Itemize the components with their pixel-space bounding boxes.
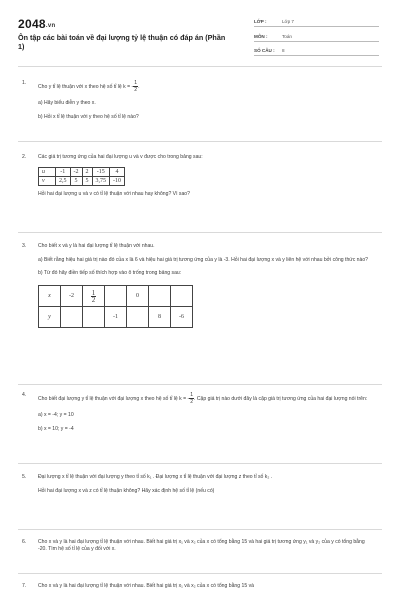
data-table-xy [38, 285, 193, 328]
question-prompt: Hỏi hai đại lượng u và v có tỉ lệ thuận với nhau hay không? Vì sao? [38, 191, 190, 198]
question-text: Cho y tỉ lệ thuận với x theo hệ số tỉ lệ k = - $\frac{1}{2}$ . [38, 80, 140, 93]
question-part-a: a) Hãy biểu diễn y theo x. [38, 100, 96, 106]
divider [18, 232, 382, 233]
question-text: Cho x và y là hai đại lượng tỉ lệ thuận với nhau. Biết hai giá trị x₁ và x₂ của x có tổng bằng 15 và [38, 583, 254, 589]
question-7 [22, 583, 374, 590]
question-3 [22, 243, 374, 328]
question-part-b: b) x = 10; y = -4 [38, 426, 74, 433]
question-number: 3. [22, 243, 27, 249]
question-part-a: a) Biết rằng hiệu hai giá trị nào đó của x là 6 và hiệu hai giá trị tương ứng của y là -3. Hỏi hai đại lượng x và y liên hệ với nhau bởi công thức nào? [38, 257, 368, 264]
question-4 [22, 392, 374, 434]
question-text: Cho biết x và y là hai đại lượng tỉ lệ thuận với nhau. [38, 243, 155, 249]
question-number: 1. [22, 80, 27, 86]
table-cell: x [39, 286, 61, 307]
table-cell: -1 [56, 168, 71, 177]
divider [18, 384, 382, 385]
question-text: Các giá trị tương ứng của hai đại lượng u và v được cho trong bảng sau: [38, 154, 203, 160]
divider [18, 66, 382, 67]
table-cell: 3,75 [92, 177, 110, 186]
divider [18, 141, 382, 142]
table-cell: v [39, 177, 56, 186]
info-label: MÔN : [254, 34, 268, 39]
question-part-a: a) x = -4; y = 10 [38, 412, 74, 418]
table-cell: 2 [82, 168, 92, 177]
question-text: Đại lượng x tỉ lệ thuận với đại lượng y theo tỉ số k₁ . Đại lượng x tỉ lệ thuận với đại lượng z theo tỉ số k₂ . [38, 474, 273, 480]
logo-suffix: .vn [45, 23, 56, 29]
question-number: 4. [22, 392, 27, 398]
question-number: 7. [22, 583, 27, 589]
table-cell: 5 [82, 177, 92, 186]
table-cell: -10 [110, 177, 125, 186]
question-part-b: b) Hỏi x tỉ lệ thuận với y theo hệ số tỉ lệ nào? [38, 114, 139, 121]
question-1 [22, 80, 374, 122]
table-cell-fraction: $\frac{1}{2}$ [83, 286, 105, 307]
divider [18, 573, 382, 574]
table-cell [83, 307, 105, 328]
question-text: Cho x và y là hai đại lượng tỉ lệ thuận với nhau. Biết hai giá trị x₁ và x₂ của x có tổng bằng 15 và hai giá trị tương ứng y₁ và y₂ của y có tổng bằng -20. Tìm hệ số tỉ lệ của y đối với x. [38, 539, 365, 553]
logo-text: 2048 [18, 17, 46, 31]
question-6 [22, 539, 374, 554]
info-row-subject [254, 32, 379, 42]
table-cell: -2 [61, 286, 83, 307]
table-cell: -1 [105, 307, 127, 328]
table-row [39, 177, 125, 186]
question-part-b: b) Từ đó hãy điền tiếp số thích hợp vào ô trống trong bảng sau: [38, 269, 182, 276]
info-value: Lớp 7 [282, 19, 294, 24]
info-value: Toán [282, 34, 292, 39]
question-text: Cho biết đại lượng y tỉ lệ thuận với đại lượng x theo hệ số tỉ lệ k = - $\frac{1}{2}$ . Cặp giá trị nào dưới đây là cặp giá trị tương ứng của hai đại lượng nói trên: [38, 392, 368, 405]
table-cell [61, 307, 83, 328]
info-row-class [254, 17, 379, 27]
question-number: 2. [22, 154, 27, 160]
table-row [39, 286, 193, 307]
worksheet-title: Ôn tập các bài toán về đại lượng tỷ lệ thuận có đáp án (Phần 1) [18, 33, 226, 51]
table-cell: -2 [70, 168, 82, 177]
table-cell: -15 [92, 168, 110, 177]
question-number: 6. [22, 539, 27, 545]
table-cell: 5 [70, 177, 82, 186]
table-cell: u [39, 168, 56, 177]
table-cell [127, 307, 149, 328]
table-cell: y [39, 307, 61, 328]
table-row [39, 307, 193, 328]
table-cell [149, 286, 171, 307]
table-cell: -6 [171, 307, 193, 328]
table-cell: 8 [149, 307, 171, 328]
data-table-uv [38, 167, 125, 186]
table-row [39, 168, 125, 177]
table-cell: 0 [127, 286, 149, 307]
info-label: LỚP : [254, 19, 267, 24]
table-cell [171, 286, 193, 307]
question-number: 5. [22, 474, 27, 480]
info-value: 8 [282, 48, 285, 53]
fraction: $\frac{1}{2}$ [134, 80, 138, 93]
question-prompt: Hỏi hai đại lượng x và z có tỉ lệ thuận không? Hãy xác định hệ số tỉ lệ (nếu có) [38, 488, 215, 495]
divider [18, 463, 382, 464]
table-cell: 4 [110, 168, 125, 177]
divider [18, 529, 382, 530]
table-cell: 2,5 [56, 177, 71, 186]
logo[interactable] [18, 17, 55, 31]
info-label: SỐ CÂU : [254, 48, 275, 53]
info-row-count [254, 46, 379, 56]
fraction: $\frac{1}{2}$ [190, 392, 194, 405]
question-2 [22, 154, 374, 199]
question-5 [22, 474, 374, 496]
table-cell [105, 286, 127, 307]
